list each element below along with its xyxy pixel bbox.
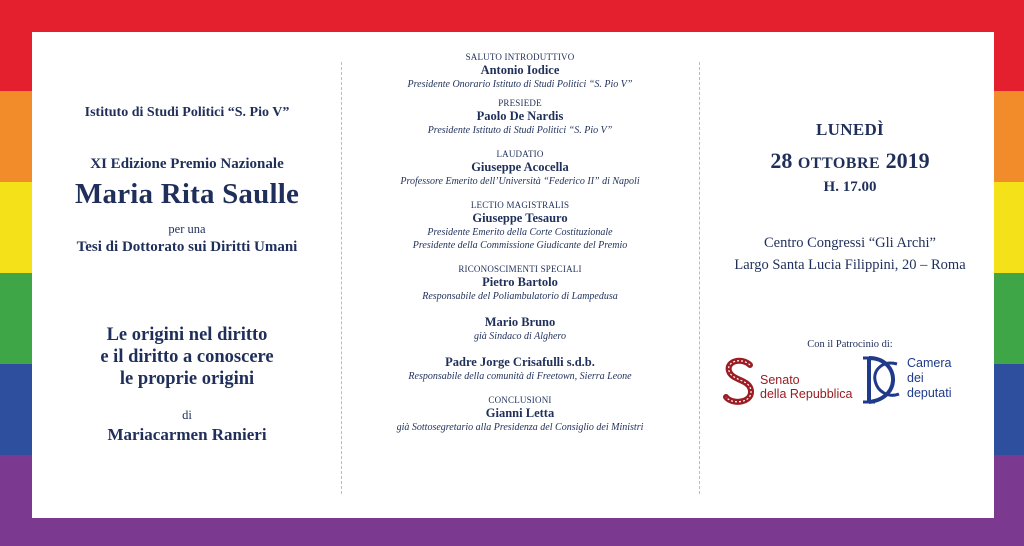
senato-emblem-icon [720, 357, 758, 407]
date-day-number: 28 [770, 148, 793, 173]
senato-name-line: Senato [760, 373, 800, 387]
edition-label: XI Edizione Premio Nazionale [90, 156, 284, 172]
prize-name: Maria Rita Saulle [74, 178, 300, 210]
program-desc: Professore Emerito dell’Università “Federico II” di Napoli [400, 176, 640, 187]
event-details-column [715, 32, 985, 518]
program-desc: già Sindaco di Alghero [474, 331, 566, 342]
program-desc: Responsabile della comunità di Freetown, Sierra Leone [408, 371, 632, 382]
thesis-title-line: le proprie origini [119, 369, 255, 389]
camera-name [907, 356, 951, 401]
program-desc: Presidente Onorario Istituto di Studi Politici “S. Pio V” [407, 79, 633, 90]
program-section [350, 315, 690, 343]
divider-right [699, 62, 700, 494]
senato-logo [720, 357, 852, 407]
program-role: PRESIEDE [498, 98, 542, 108]
program-role: LAUDATIO [496, 149, 544, 159]
thesis-title [52, 324, 322, 390]
thesis-title-line: Le origini nel diritto [106, 325, 268, 345]
program-role: SALUTO INTRODUTTIVO [465, 52, 575, 62]
program-role: RICONOSCIMENTI SPECIALI [458, 264, 582, 274]
program-section [350, 355, 690, 383]
program-name: Antonio Iodice [480, 63, 560, 77]
program-section [350, 395, 690, 434]
program-name: Pietro Bartolo [482, 275, 558, 289]
program-section [350, 200, 690, 252]
program-desc: Responsabile del Poliambulatorio di Lampedusa [422, 291, 618, 302]
program-name: Paolo De Nardis [476, 109, 564, 123]
date-year: 2019 [885, 148, 930, 173]
program-section [350, 149, 690, 188]
program-desc: Presidente della Commissione Giudicante del Premio [412, 240, 628, 251]
invitation-card [32, 32, 994, 518]
by-label: di [182, 408, 192, 422]
camera-name-line: deputati [907, 386, 952, 400]
program-name: Padre Jorge Crisafulli s.d.b. [445, 355, 595, 369]
program-desc: già Sottosegretario alla Presidenza del Consiglio dei Ministri [396, 422, 644, 433]
event-day: LUNEDÌ [816, 120, 884, 139]
event-time: H. 17.00 [823, 179, 877, 195]
program-section [350, 52, 690, 91]
program-section [350, 98, 690, 137]
program-role: CONCLUSIONI [488, 395, 552, 405]
program-column [350, 52, 690, 441]
program-name: Giuseppe Acocella [471, 160, 569, 174]
program-desc: Presidente Istituto di Studi Politici “S. Pio V” [427, 125, 613, 136]
camera-logo [859, 354, 951, 406]
program-desc: Presidente Emerito della Corte Costituzionale [427, 227, 613, 238]
camera-name-line: Camera [907, 356, 952, 370]
camera-emblem-icon [859, 354, 905, 406]
author-name: Mariacarmen Ranieri [107, 425, 267, 444]
event-venue [715, 232, 985, 276]
camera-name-line: dei [907, 371, 924, 385]
senato-name [760, 373, 852, 401]
program-section [350, 264, 690, 303]
venue-name: Centro Congressi “Gli Archi” [764, 235, 936, 251]
divider-left [341, 62, 342, 494]
left-column [52, 32, 322, 518]
thesis-category: Tesi di Dottorato sui Diritti Umani [76, 239, 298, 255]
program-name: Gianni Letta [485, 406, 555, 420]
date-month: OTTOBRE [797, 155, 881, 172]
program-name: Mario Bruno [484, 315, 556, 329]
venue-address: Largo Santa Lucia Filippini, 20 – Roma [734, 257, 966, 273]
institute-name: Istituto di Studi Politici “S. Pio V” [84, 105, 290, 120]
program-role: LECTIO MAGISTRALIS [470, 200, 570, 210]
event-date [715, 148, 985, 174]
thesis-title-line: e il diritto a conoscere [100, 347, 274, 367]
patronage-logos [715, 354, 985, 414]
program-name: Giuseppe Tesauro [472, 211, 568, 225]
per-una-label: per una [168, 222, 206, 236]
senato-name-line: della Repubblica [760, 387, 853, 401]
patronage-label: Con il Patrocinio di: [807, 339, 893, 350]
